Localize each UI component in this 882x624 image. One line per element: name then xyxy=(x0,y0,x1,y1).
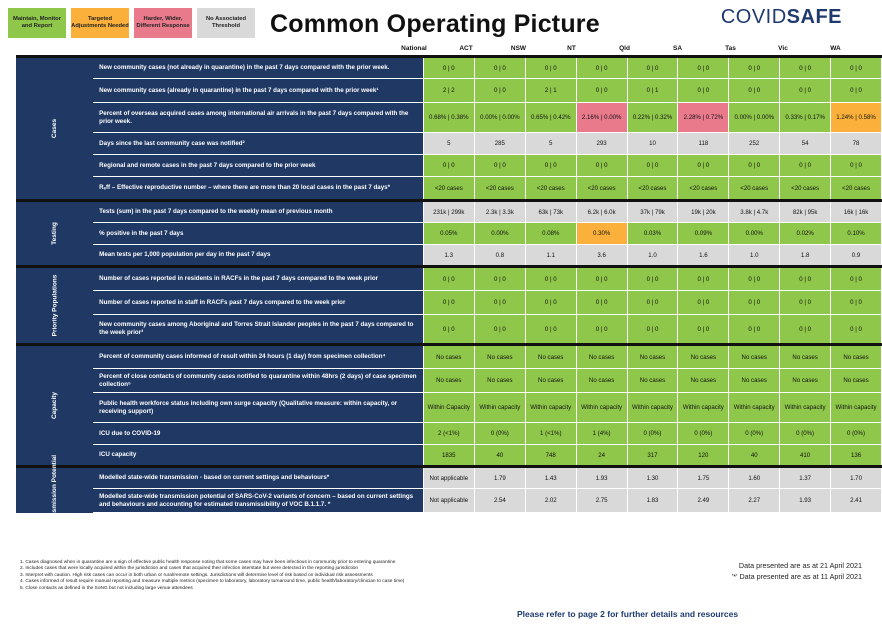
value-cell: 1.24% | 0.58% xyxy=(831,103,882,133)
row-label: New community cases among Aboriginal and Torres Strait Islander peoples in the past 7 days compared to the week prior³ xyxy=(93,315,423,345)
table-row xyxy=(17,467,882,489)
value-cell: 1.1 xyxy=(525,245,576,267)
value-cell: 0 | 0 xyxy=(729,57,780,79)
value-cell: 1.37 xyxy=(780,467,831,489)
value-cell: Within capacity xyxy=(525,393,576,423)
column-header: National xyxy=(401,45,427,52)
value-cell: 2 | 1 xyxy=(525,79,576,103)
footnote: 5. Close contacts as defined in the SoNG but not including large venue attendees xyxy=(20,585,193,591)
value-cell: No cases xyxy=(627,369,678,393)
value-cell: 293 xyxy=(576,133,627,155)
value-cell: No cases xyxy=(576,345,627,369)
value-cell: <20 cases xyxy=(729,177,780,201)
value-cell: 1.70 xyxy=(831,467,882,489)
value-cell: <20 cases xyxy=(474,177,525,201)
value-cell: 0.30% xyxy=(576,223,627,245)
value-cell: 748 xyxy=(525,445,576,467)
legend-no-threshold: No Associated Threshold xyxy=(197,8,255,38)
column-header: ACT xyxy=(459,45,473,52)
section-label xyxy=(17,454,93,526)
value-cell: 0.08% xyxy=(525,223,576,245)
value-cell: 0 | 0 xyxy=(423,291,474,315)
value-cell: 0 | 0 xyxy=(423,315,474,345)
legend-targeted: Targeted Adjustments Needed xyxy=(71,8,129,38)
value-cell: 118 xyxy=(678,133,729,155)
value-cell: 0 | 0 xyxy=(678,57,729,79)
value-cell: 0 | 0 xyxy=(474,291,525,315)
legend-harder: Harder, Wider, Different Response xyxy=(134,8,192,38)
row-label: Number of cases reported in residents in RACFs in the past 7 days compared to the week prior xyxy=(93,267,423,291)
table-row xyxy=(17,245,882,267)
row-label: Public health workforce status including own surge capacity (Qualitative measure: within capacity, or receiving support) xyxy=(93,393,423,423)
value-cell: 0 | 0 xyxy=(831,267,882,291)
value-cell: 0 (0%) xyxy=(474,423,525,445)
row-label: Number of cases reported in staff in RACFs past 7 days compared to the week prior xyxy=(93,291,423,315)
row-label: Days since the last community case was notified² xyxy=(93,133,423,155)
value-cell: 0.8 xyxy=(474,245,525,267)
section-label-text: Priority Populations xyxy=(51,274,59,337)
table-row xyxy=(17,155,882,177)
value-cell: 1.8 xyxy=(780,245,831,267)
value-cell: 0.00% | 0.00% xyxy=(474,103,525,133)
value-cell: 0 | 0 xyxy=(780,267,831,291)
value-cell: 5 xyxy=(525,133,576,155)
value-cell: Within capacity xyxy=(627,393,678,423)
value-cell: 136 xyxy=(831,445,882,467)
row-label: Modelled state-wide transmission potential of SARS-CoV-2 variants of concern – based on current settings and behaviours and accounting for estimated transmissibility of VOC B.1.1.7. * xyxy=(93,489,423,513)
date-line-2: '*' Data presented are as at 11 April 2021 xyxy=(731,572,862,582)
value-cell: 0 | 0 xyxy=(474,315,525,345)
row-label: % positive in the past 7 days xyxy=(93,223,423,245)
page-title: Common Operating Picture xyxy=(270,10,600,38)
value-cell: 2.49 xyxy=(678,489,729,513)
row-label: New community cases (not already in quarantine) in the past 7 days compared with the prior week. xyxy=(93,57,423,79)
table-row xyxy=(17,133,882,155)
value-cell: 0 | 0 xyxy=(423,57,474,79)
column-header: NSW xyxy=(510,45,527,52)
value-cell: 0 | 0 xyxy=(780,57,831,79)
value-cell: No cases xyxy=(627,345,678,369)
footnote: 1. Cases diagnosed when in quarantine are a sign of effective public health response noting that some cases may have been infectious in community prior to entering quarantine xyxy=(20,560,396,565)
value-cell: 1.30 xyxy=(627,467,678,489)
row-label: Percent of overseas acquired cases among international air arrivals in the past 7 days compared with the prior week. xyxy=(93,103,423,133)
value-cell: 0 | 0 xyxy=(831,155,882,177)
table-row xyxy=(17,345,882,369)
value-cell: 0 | 0 xyxy=(627,315,678,345)
section-label xyxy=(17,345,93,467)
value-cell: 1.75 xyxy=(678,467,729,489)
value-cell: 0 | 0 xyxy=(627,155,678,177)
value-cell: 0 | 0 xyxy=(423,155,474,177)
value-cell: 0.00% | 0.00% xyxy=(729,103,780,133)
value-cell: 63k | 73k xyxy=(525,201,576,223)
value-cell: <20 cases xyxy=(576,177,627,201)
value-cell: <20 cases xyxy=(678,177,729,201)
value-cell: Within Capacity xyxy=(423,393,474,423)
table-row xyxy=(17,223,882,245)
value-cell: No cases xyxy=(423,345,474,369)
value-cell: 0 | 0 xyxy=(474,79,525,103)
column-header: SA xyxy=(672,45,683,52)
value-cell: 0 | 0 xyxy=(525,155,576,177)
value-cell: Within capacity xyxy=(729,393,780,423)
value-cell: 0 | 0 xyxy=(423,267,474,291)
value-cell: 0 | 0 xyxy=(780,291,831,315)
section-label xyxy=(17,57,93,201)
value-cell: 0.10% xyxy=(831,223,882,245)
value-cell: Within capacity xyxy=(474,393,525,423)
value-cell: 0 | 0 xyxy=(831,79,882,103)
value-cell: Within capacity xyxy=(678,393,729,423)
value-cell: 10 xyxy=(627,133,678,155)
value-cell: 82k | 95k xyxy=(780,201,831,223)
footnotes xyxy=(20,560,404,592)
value-cell: 0 (0%) xyxy=(831,423,882,445)
value-cell: 0 | 0 xyxy=(729,155,780,177)
value-cell: No cases xyxy=(474,345,525,369)
value-cell: 40 xyxy=(729,445,780,467)
value-cell: 0 | 0 xyxy=(678,79,729,103)
value-cell: 0 | 0 xyxy=(729,79,780,103)
value-cell: 0 | 0 xyxy=(729,291,780,315)
value-cell: 2.28% | 0.72% xyxy=(678,103,729,133)
value-cell: <20 cases xyxy=(627,177,678,201)
value-cell: 40 xyxy=(474,445,525,467)
value-cell: 2.41 xyxy=(831,489,882,513)
value-cell: 317 xyxy=(627,445,678,467)
value-cell: 0 | 0 xyxy=(525,291,576,315)
table-row xyxy=(17,393,882,423)
logo-part-safe: SAFE xyxy=(786,6,842,28)
value-cell: 2 | 2 xyxy=(423,79,474,103)
value-cell: 1.83 xyxy=(627,489,678,513)
value-cell: No cases xyxy=(474,369,525,393)
value-cell: 0 | 0 xyxy=(627,291,678,315)
table-row xyxy=(17,103,882,133)
value-cell: No cases xyxy=(525,345,576,369)
value-cell: 0 | 0 xyxy=(525,315,576,345)
value-cell: 0 | 0 xyxy=(678,315,729,345)
metrics-table xyxy=(16,55,882,526)
value-cell: No cases xyxy=(576,369,627,393)
value-cell: 0 (0%) xyxy=(627,423,678,445)
date-line-1: Data presented are as at 21 April 2021 xyxy=(738,561,862,570)
table-row xyxy=(17,489,882,513)
table-row xyxy=(17,369,882,393)
value-cell: 1.3 xyxy=(423,245,474,267)
value-cell: 0 | 0 xyxy=(780,79,831,103)
value-cell: No cases xyxy=(678,369,729,393)
value-cell: 2.54 xyxy=(474,489,525,513)
covidsafe-logo xyxy=(721,6,842,29)
value-cell: 24 xyxy=(576,445,627,467)
value-cell: 1.60 xyxy=(729,467,780,489)
value-cell: 0 | 0 xyxy=(576,267,627,291)
value-cell: <20 cases xyxy=(525,177,576,201)
column-header: Tas xyxy=(725,45,736,52)
value-cell: No cases xyxy=(525,369,576,393)
value-cell: <20 cases xyxy=(780,177,831,201)
value-cell: Within capacity xyxy=(780,393,831,423)
value-cell: 2 (<1%) xyxy=(423,423,474,445)
column-header: NT xyxy=(567,45,576,52)
column-headers xyxy=(388,45,862,52)
data-dates xyxy=(732,560,862,582)
column-header: Vic xyxy=(778,45,788,52)
value-cell: 0.05% xyxy=(423,223,474,245)
value-cell: No cases xyxy=(729,369,780,393)
value-cell: 0.9 xyxy=(831,245,882,267)
legend xyxy=(8,8,255,38)
value-cell: 0 | 0 xyxy=(780,315,831,345)
value-cell: 0.02% xyxy=(780,223,831,245)
value-cell: No cases xyxy=(831,369,882,393)
value-cell: 2.3k | 3.3k xyxy=(474,201,525,223)
value-cell: 0.09% xyxy=(678,223,729,245)
value-cell: 54 xyxy=(780,133,831,155)
value-cell: 3.8k | 4.7k xyxy=(729,201,780,223)
value-cell: No cases xyxy=(678,345,729,369)
value-cell: 19k | 20k xyxy=(678,201,729,223)
value-cell: 1.6 xyxy=(678,245,729,267)
value-cell: No cases xyxy=(780,369,831,393)
section-label-text: Capacity xyxy=(51,391,59,420)
table-row xyxy=(17,57,882,79)
value-cell: 252 xyxy=(729,133,780,155)
value-cell: Not applicable xyxy=(423,467,474,489)
table-row xyxy=(17,267,882,291)
value-cell: 3.6 xyxy=(576,245,627,267)
value-cell: <20 cases xyxy=(831,177,882,201)
value-cell: 0 | 0 xyxy=(627,57,678,79)
table-row xyxy=(17,291,882,315)
refer-page-2: Please refer to page 2 for further details and resources xyxy=(517,609,739,619)
value-cell: 0 | 1 xyxy=(627,79,678,103)
section-label-text: Testing xyxy=(51,222,59,245)
value-cell: 5 xyxy=(423,133,474,155)
section-label-text: Cases xyxy=(51,118,59,139)
value-cell: 0 | 0 xyxy=(474,267,525,291)
table-row xyxy=(17,315,882,345)
value-cell: 0.00% xyxy=(729,223,780,245)
value-cell: 0 | 0 xyxy=(576,57,627,79)
value-cell: 0 | 0 xyxy=(678,267,729,291)
row-label: Modelled state-wide transmission - based on current settings and behaviours* xyxy=(93,467,423,489)
logo-part-covid: COVID xyxy=(720,6,787,28)
value-cell: 2.16% | 0.00% xyxy=(576,103,627,133)
value-cell: Within capacity xyxy=(576,393,627,423)
table-row xyxy=(17,79,882,103)
legend-maintain: Maintain, Monitor and Report xyxy=(8,8,66,38)
row-label: Rₑff – Effective reproductive number – where there are more than 20 local cases in the past 7 days* xyxy=(93,177,423,201)
row-label: Percent of close contacts of community cases notified to quarantine within 48hrs (2 days) of case specimen collection⁵ xyxy=(93,369,423,393)
table-row xyxy=(17,423,882,445)
value-cell: 2.27 xyxy=(729,489,780,513)
table-row xyxy=(17,201,882,223)
value-cell: 0 | 0 xyxy=(678,155,729,177)
value-cell: 0 | 0 xyxy=(831,315,882,345)
value-cell: 410 xyxy=(780,445,831,467)
row-label: Percent of community cases informed of result within 24 hours (1 day) from specimen collection⁴ xyxy=(93,345,423,369)
value-cell: 120 xyxy=(678,445,729,467)
value-cell: 37k | 79k xyxy=(627,201,678,223)
value-cell: 16k | 16k xyxy=(831,201,882,223)
value-cell: Within capacity xyxy=(831,393,882,423)
value-cell: 78 xyxy=(831,133,882,155)
value-cell: 0.65% | 0.42% xyxy=(525,103,576,133)
table-row xyxy=(17,177,882,201)
value-cell: Not applicable xyxy=(423,489,474,513)
value-cell: 0 | 0 xyxy=(525,267,576,291)
row-label: Mean tests per 1,000 population per day in the past 7 days xyxy=(93,245,423,267)
value-cell: 1.79 xyxy=(474,467,525,489)
section-label xyxy=(17,267,93,345)
value-cell: 2.75 xyxy=(576,489,627,513)
value-cell: 1.0 xyxy=(729,245,780,267)
value-cell: No cases xyxy=(831,345,882,369)
footnote: 3. Interpret with caution. High risk cases can occur in both urban or rural/remote settings. Jurisdictions will determine level of risk based on individual risk assessments xyxy=(20,572,373,578)
value-cell: 6.2k | 6.0k xyxy=(576,201,627,223)
value-cell: 0.68% | 0.38% xyxy=(423,103,474,133)
value-cell: 2.02 xyxy=(525,489,576,513)
value-cell: 0 | 0 xyxy=(831,291,882,315)
row-label: Regional and remote cases in the past 7 days compared to the prior week xyxy=(93,155,423,177)
value-cell: 231k | 299k xyxy=(423,201,474,223)
value-cell: 0 | 0 xyxy=(831,57,882,79)
value-cell: 0 | 0 xyxy=(576,79,627,103)
value-cell: 1835 xyxy=(423,445,474,467)
value-cell: 0.33% | 0.17% xyxy=(780,103,831,133)
table-row xyxy=(17,445,882,467)
row-label: Tests (sum) in the past 7 days compared to the weekly mean of previous month xyxy=(93,201,423,223)
value-cell: 0 | 0 xyxy=(780,155,831,177)
value-cell: 0 | 0 xyxy=(729,315,780,345)
section-label-text: Transmission Potential xyxy=(51,454,59,526)
value-cell: 0.22% | 0.32% xyxy=(627,103,678,133)
value-cell: <20 cases xyxy=(423,177,474,201)
value-cell: 285 xyxy=(474,133,525,155)
value-cell: 1 (4%) xyxy=(576,423,627,445)
footnote: 4. Cases informed of result require manual reporting and measure multiple metrics (specimen to laboratory, laboratory turnaround time, public health/laboratory/clinician to case time) xyxy=(20,579,405,585)
value-cell: No cases xyxy=(423,369,474,393)
value-cell: 0 | 0 xyxy=(576,291,627,315)
value-cell: 0 | 0 xyxy=(525,57,576,79)
value-cell: 0 | 0 xyxy=(678,291,729,315)
value-cell: 1.93 xyxy=(780,489,831,513)
value-cell: 0 | 0 xyxy=(627,267,678,291)
value-cell: No cases xyxy=(729,345,780,369)
row-label: New community cases (already in quarantine) in the past 7 days compared with the prior week¹ xyxy=(93,79,423,103)
value-cell: 0 | 0 xyxy=(729,267,780,291)
value-cell: 0.03% xyxy=(627,223,678,245)
value-cell: 0 (0%) xyxy=(780,423,831,445)
value-cell: 0 (0%) xyxy=(729,423,780,445)
section-label xyxy=(17,201,93,267)
row-label: ICU capacity xyxy=(93,445,423,467)
value-cell: 1.43 xyxy=(525,467,576,489)
value-cell: 0.00% xyxy=(474,223,525,245)
value-cell: 0 | 0 xyxy=(576,155,627,177)
row-label: ICU due to COVID-19 xyxy=(93,423,423,445)
value-cell: 0 | 0 xyxy=(576,315,627,345)
value-cell: 0 | 0 xyxy=(474,155,525,177)
value-cell: No cases xyxy=(780,345,831,369)
value-cell: 1 (<1%) xyxy=(525,423,576,445)
footnote: 2. Includes cases that were locally acquired within the jurisdiction and cases that acquired their infection interstate but were detected in the reporting jurisdiction xyxy=(20,566,359,572)
column-header: WA xyxy=(830,45,841,52)
value-cell: 1.93 xyxy=(576,467,627,489)
value-cell: 1.0 xyxy=(627,245,678,267)
value-cell: 0 | 0 xyxy=(474,57,525,79)
value-cell: 0 (0%) xyxy=(678,423,729,445)
column-header: Qld xyxy=(619,45,630,52)
